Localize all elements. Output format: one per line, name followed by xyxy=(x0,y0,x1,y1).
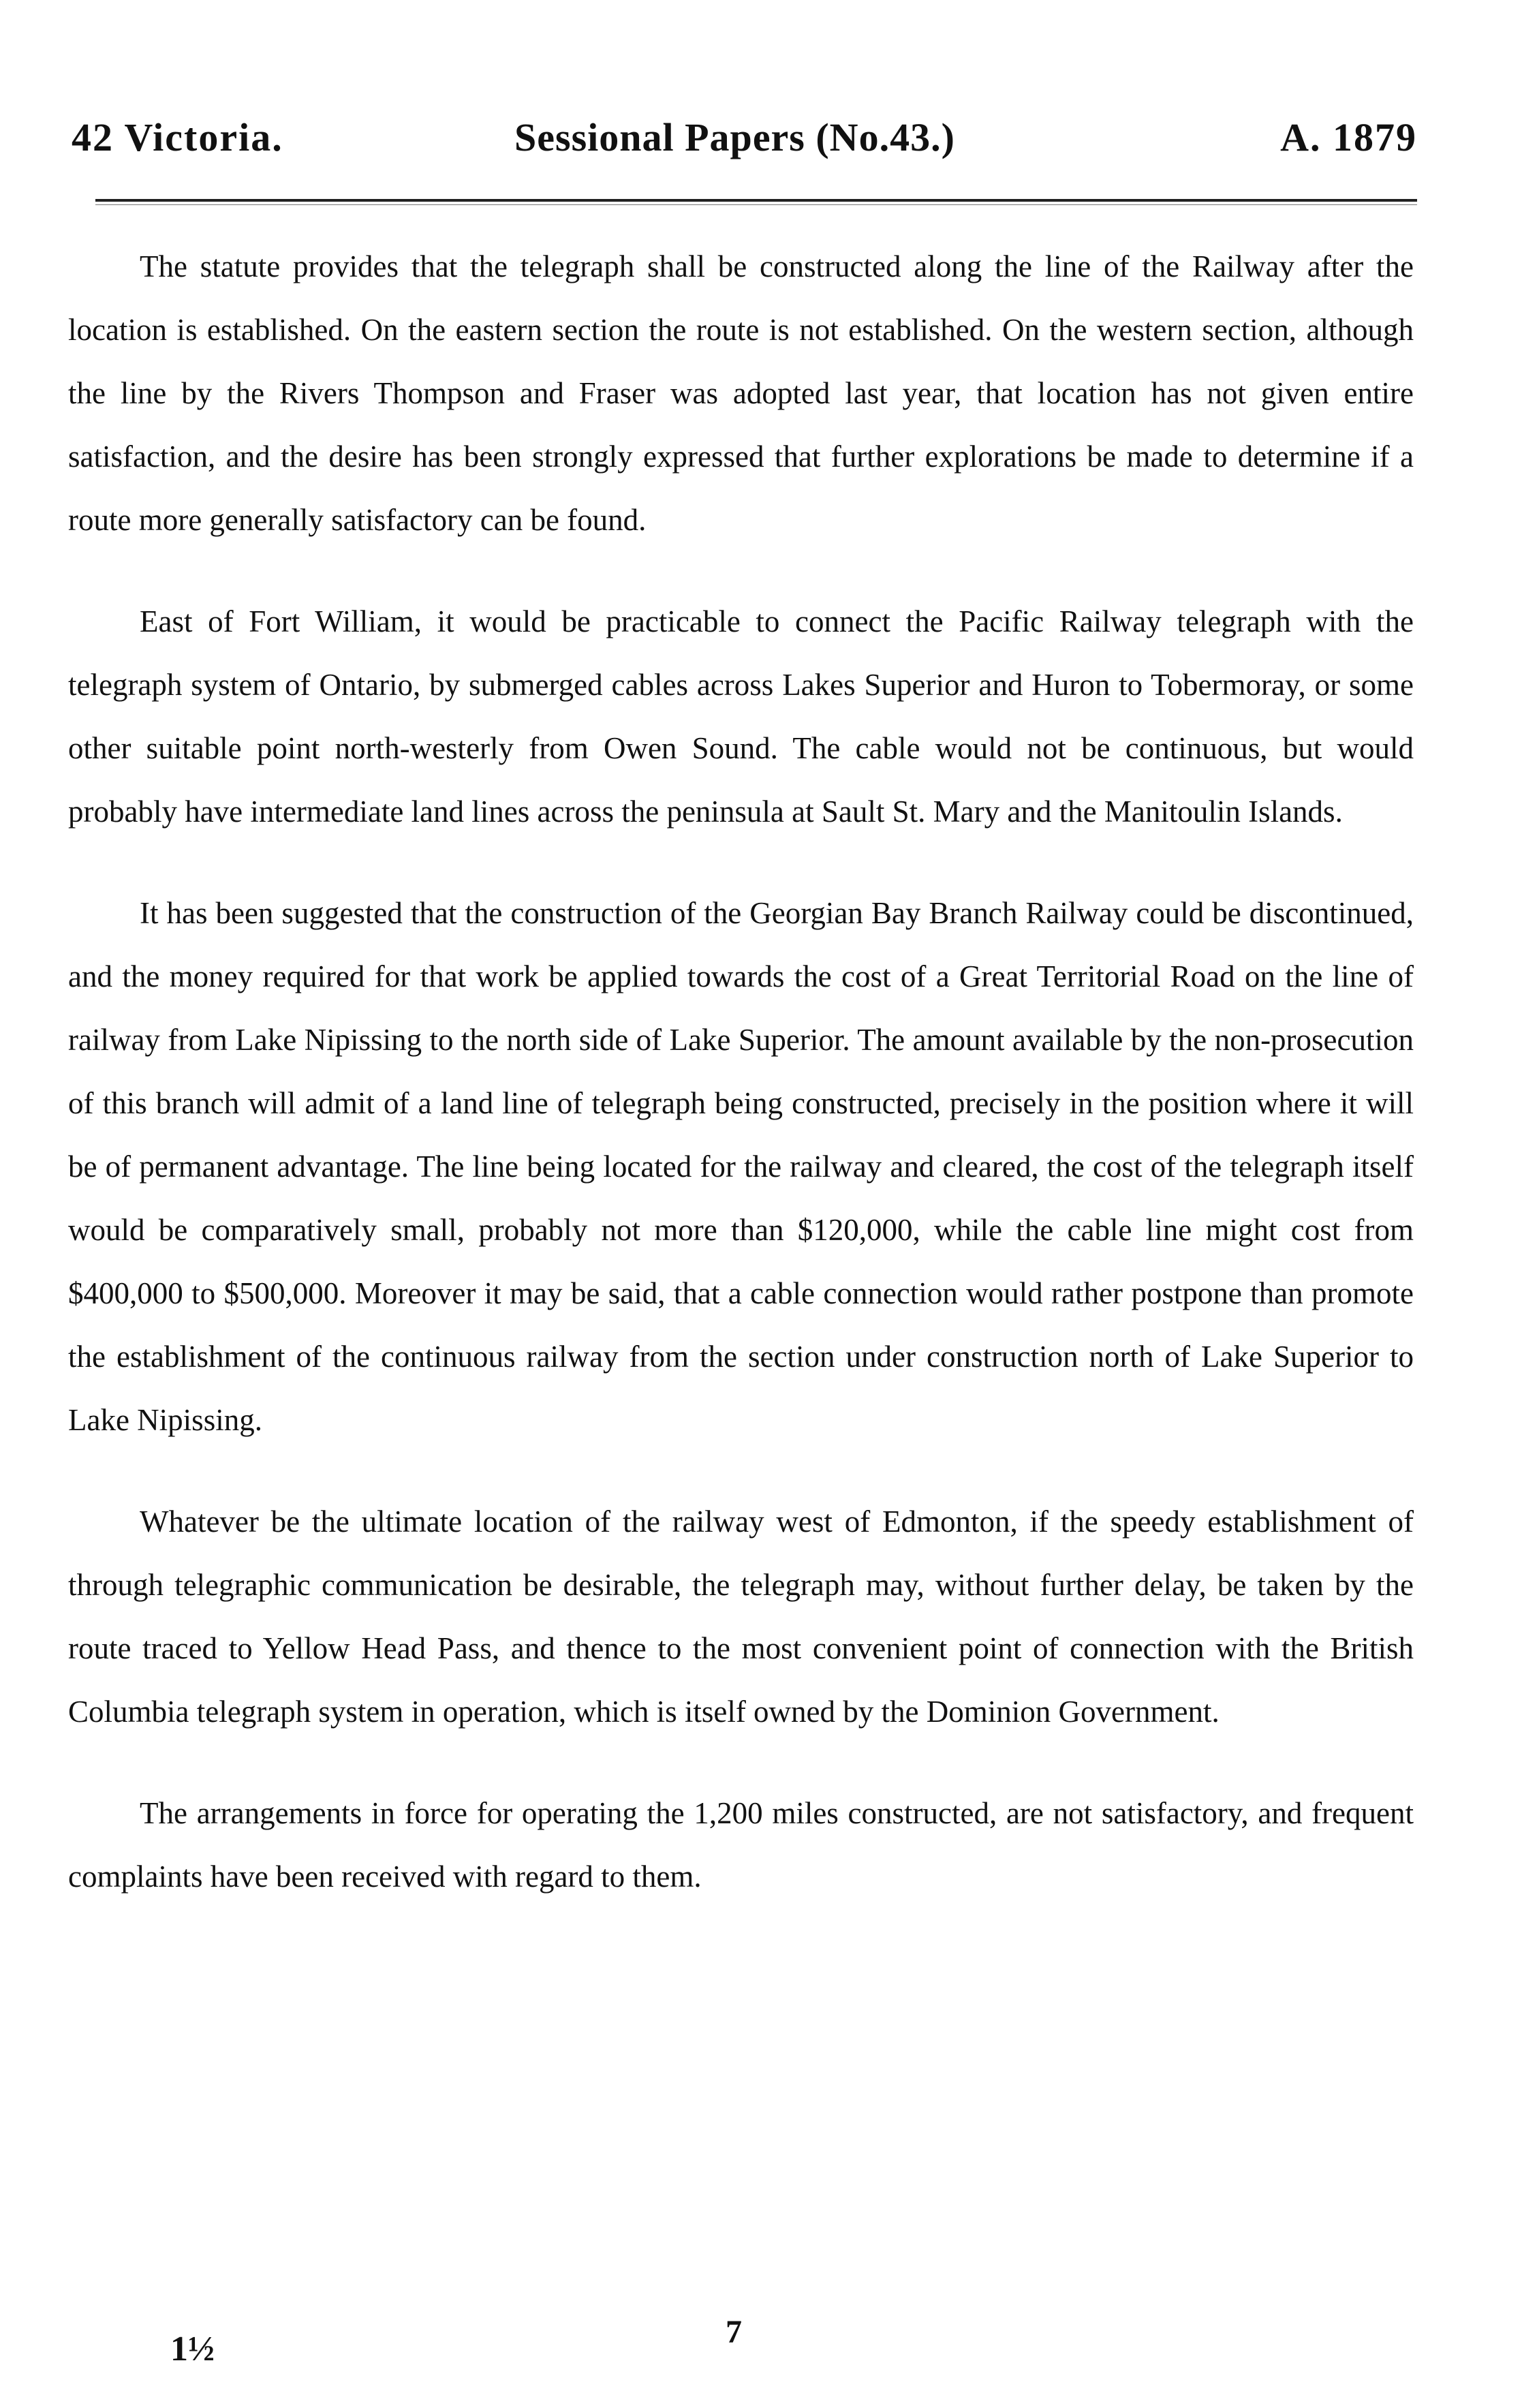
body-text xyxy=(68,235,1414,1909)
header-regnal-year: 42 Victoria. xyxy=(72,115,283,159)
paragraph-edmonton: Whatever be the ultimate location of the railway west of Edmonton, if the speedy establishment of through telegraphic communication be desirable, the telegraph may, without further delay, be taken by the route traced to Yellow Head Pass, and thence to the most convenient point of connection with the British Columbia telegraph system in operation, which is itself owned by the Dominion Government. xyxy=(68,1504,1414,1729)
paragraph-telegraph-statute: The statute provides that the telegraph shall be constructed along the line of the Railway after the location is established. On the eastern section the route is not established. On the western section, although the line by the Rivers Thompson and Fraser was adopted last year, that location has not given entire satisfaction, and the desire has been strongly expressed that further explorations be made to determine if a route more generally satisfactory can be found. xyxy=(68,249,1414,537)
signature-mark: 1½ xyxy=(170,2330,215,2368)
header-year: A. 1879 xyxy=(1280,115,1417,159)
header-rule xyxy=(95,199,1417,202)
header-rule-thin xyxy=(95,204,1417,205)
running-header xyxy=(72,114,1417,169)
page-number: 7 xyxy=(726,2314,742,2350)
paragraph-fort-william: East of Fort William, it would be practicable to connect the Pacific Railway telegraph with the telegraph system of Ontario, by submerged cables across Lakes Superior and Huron to Tobermoray, or some other suitable point north-westerly from Owen Sound. The cable would not be continuous, but would probably have intermediate land lines across the peninsula at Sault St. Mary and the Manitoulin Islands. xyxy=(68,604,1414,829)
paragraph-georgian-bay: It has been suggested that the construction of the Georgian Bay Branch Railway could be discontinued, and the money required for that work be applied towards the cost of a Great Territorial Road on the line of railway from Lake Nipissing to the north side of Lake Superior. The amount available by the non-prosecution of this branch will admit of a land line of telegraph being constructed, precisely in the position where it will be of permanent advantage. The line being located for the railway and cleared, the cost of the telegraph itself would be comparatively small, probably not more than $120,000, while the cable line might cost from $400,000 to $500,000. Moreover it may be said, that a cable connection would rather postpone than promote the establishment of the continuous railway from the section under construction north of Lake Superior to Lake Nipissing. xyxy=(68,896,1414,1437)
paragraph-arrangements: The arrangements in force for operating the 1,200 miles constructed, are not satisfactory, and frequent complaints have been received with regard to them. xyxy=(68,1796,1414,1894)
header-sessional-papers: Sessional Papers (No.43.) xyxy=(514,115,955,159)
